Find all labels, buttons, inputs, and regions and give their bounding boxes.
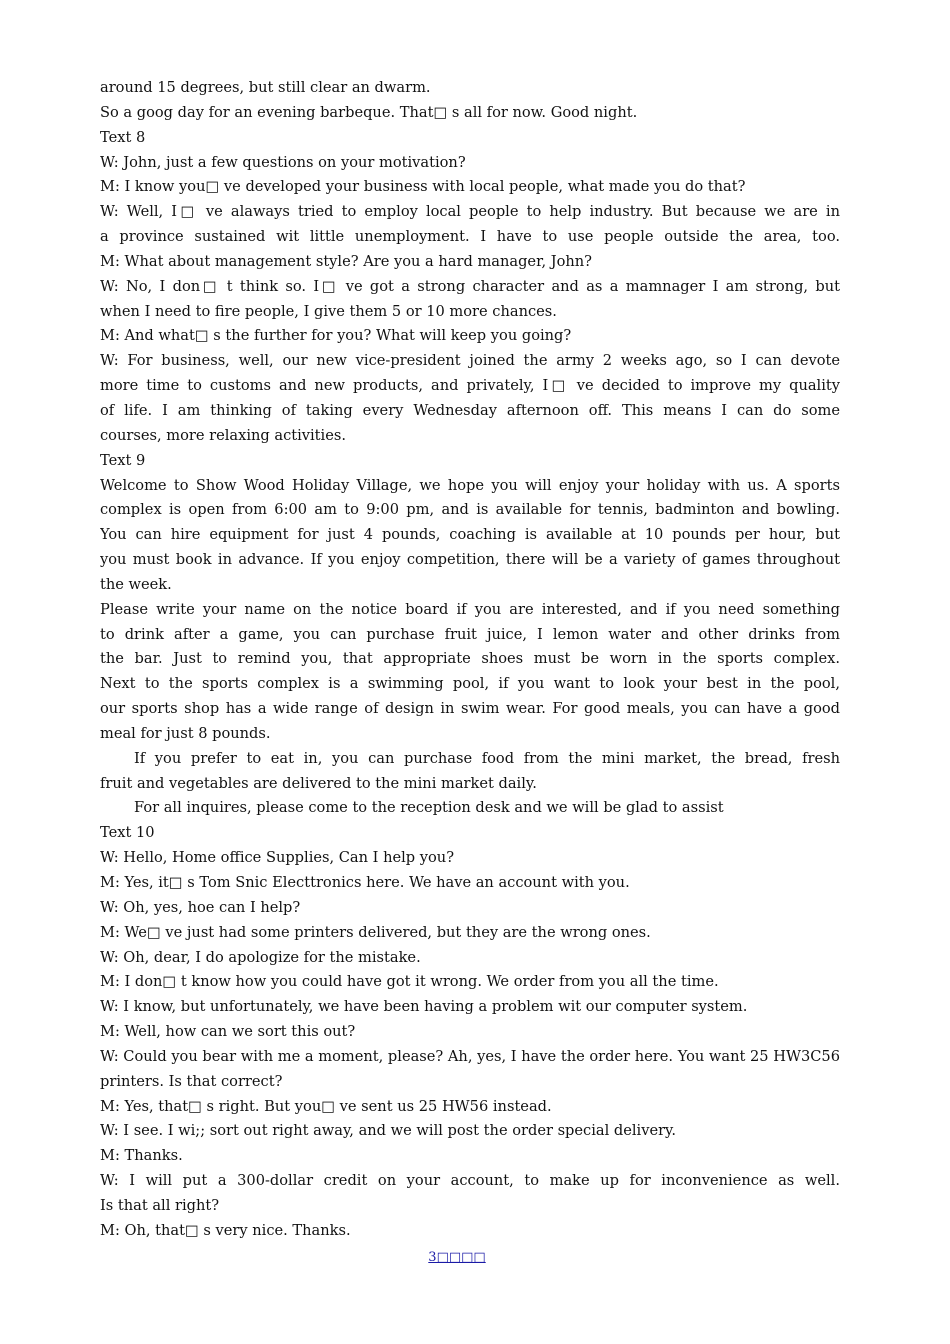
text-line: So a goog day for an evening barbeque. That□ s all for now. Good night. — [100, 103, 638, 121]
text-line: W: I will put a 300-dollar credit on your account, to make up for inconvenience as well. — [100, 1172, 840, 1190]
text-line: Text 8 — [100, 128, 146, 146]
text-line: M: I know you□ ve developed your business with local people, what made you do that? — [100, 178, 746, 196]
text-line: M: Yes, that□ s right. But you□ ve sent us 25 HW56 instead. — [100, 1097, 552, 1115]
text-line: For all inquires, please come to the reception desk and we will be glad to assist — [134, 799, 724, 817]
text-line: when I need to fire people, I give them 5 or 10 more chances. — [100, 302, 557, 320]
document-body — [100, 76, 840, 1244]
text-line: fruit and vegetables are delivered to the mini market daily. — [100, 774, 537, 792]
text-line: courses, more relaxing activities. — [100, 426, 346, 444]
text-line: Next to the sports complex is a swimming pool, if you want to look your best in the pool, — [100, 675, 840, 693]
text-line: M: What about management style? Are you a hard manager, John? — [100, 252, 592, 270]
text-line: Is that all right? — [100, 1196, 220, 1214]
text-line: M: Well, how can we sort this out? — [100, 1023, 356, 1041]
text-line: M: Thanks. — [100, 1147, 183, 1165]
text-line: If you prefer to eat in, you can purchase food from the mini market, the bread, fresh — [134, 749, 840, 767]
text-line: You can hire equipment for just 4 pounds, coaching is available at 10 pounds per hour, but — [100, 526, 840, 544]
text-line: W: Hello, Home office Supplies, Can I help you? — [100, 849, 455, 867]
text-line: Welcome to Show Wood Holiday Village, we hope you will enjoy your holiday with us. A sports — [100, 476, 840, 494]
text-line: complex is open from 6:00 am to 9:00 pm, and is available for tennis, badminton and bowling. — [100, 501, 840, 519]
text-line: W: John, just a few questions on your motivation? — [100, 153, 466, 171]
text-line: the bar. Just to remind you, that appropriate shoes must be worn in the sports complex. — [100, 650, 840, 668]
text-line: M: I don□ t know how you could have got it wrong. We order from you all the time. — [100, 973, 719, 991]
text-line: M: Yes, it□ s Tom Snic Electtronics here. We have an account with you. — [100, 874, 630, 891]
text-line: to drink after a game, you can purchase fruit juice, I lemon water and other drinks from — [100, 625, 840, 643]
text-line: W: No, I don□ t think so. I□ ve got a strong character and as a mamnager I am strong, but — [100, 277, 840, 295]
text-line: W: I see. I wi;; sort out right away, and we will post the order special delivery. — [100, 1122, 677, 1140]
text-line: more time to customs and new products, and privately, I□ ve decided to improve my quality — [100, 377, 840, 395]
text-line: W: Oh, dear, I do apologize for the mistake. — [100, 948, 421, 966]
text-line: M: Oh, that□ s very nice. Thanks. — [100, 1221, 351, 1239]
text-line: W: Oh, yes, hoe can I help? — [100, 898, 301, 916]
text-line: W: Well, I□ ve alaways tried to employ local people to help industry. But because we are in — [100, 203, 840, 221]
text-line: Text 10 — [100, 824, 155, 842]
text-line: you must book in advance. If you enjoy competition, there will be a variety of games throughout — [100, 551, 840, 569]
text-line: Text 9 — [100, 451, 146, 469]
text-line: W: Could you bear with me a moment, please? Ah, yes, I have the order here. You want 25 HW3C56 — [100, 1047, 840, 1065]
text-line: meal for just 8 pounds. — [100, 724, 271, 742]
text-line: printers. Is that correct? — [100, 1072, 283, 1090]
page-footer — [0, 1250, 950, 1265]
text-line: W: I know, but unfortunately, we have been having a problem wit our computer system. — [100, 998, 748, 1016]
text-line: M: We□ ve just had some printers delivered, but they are the wrong ones. — [100, 923, 651, 941]
page-number-link[interactable]: 3□□□□ — [428, 1250, 486, 1265]
text-line: around 15 degrees, but still clear an dwarm. — [100, 79, 431, 96]
text-line: the week. — [100, 575, 172, 593]
text-line: Please write your name on the notice board if you are interested, and if you need something — [100, 600, 840, 618]
text-line: of life. I am thinking of taking every Wednesday afternoon off. This means I can do some — [100, 401, 840, 419]
text-line: W: For business, well, our new vice-president joined the army 2 weeks ago, so I can devote — [100, 352, 840, 370]
text-line: our sports shop has a wide range of design in swim wear. For good meals, you can have a good — [100, 700, 840, 718]
text-line: a province sustained wit little unemployment. I have to use people outside the area, too. — [100, 228, 840, 246]
text-line: M: And what□ s the further for you? What will keep you going? — [100, 327, 572, 345]
